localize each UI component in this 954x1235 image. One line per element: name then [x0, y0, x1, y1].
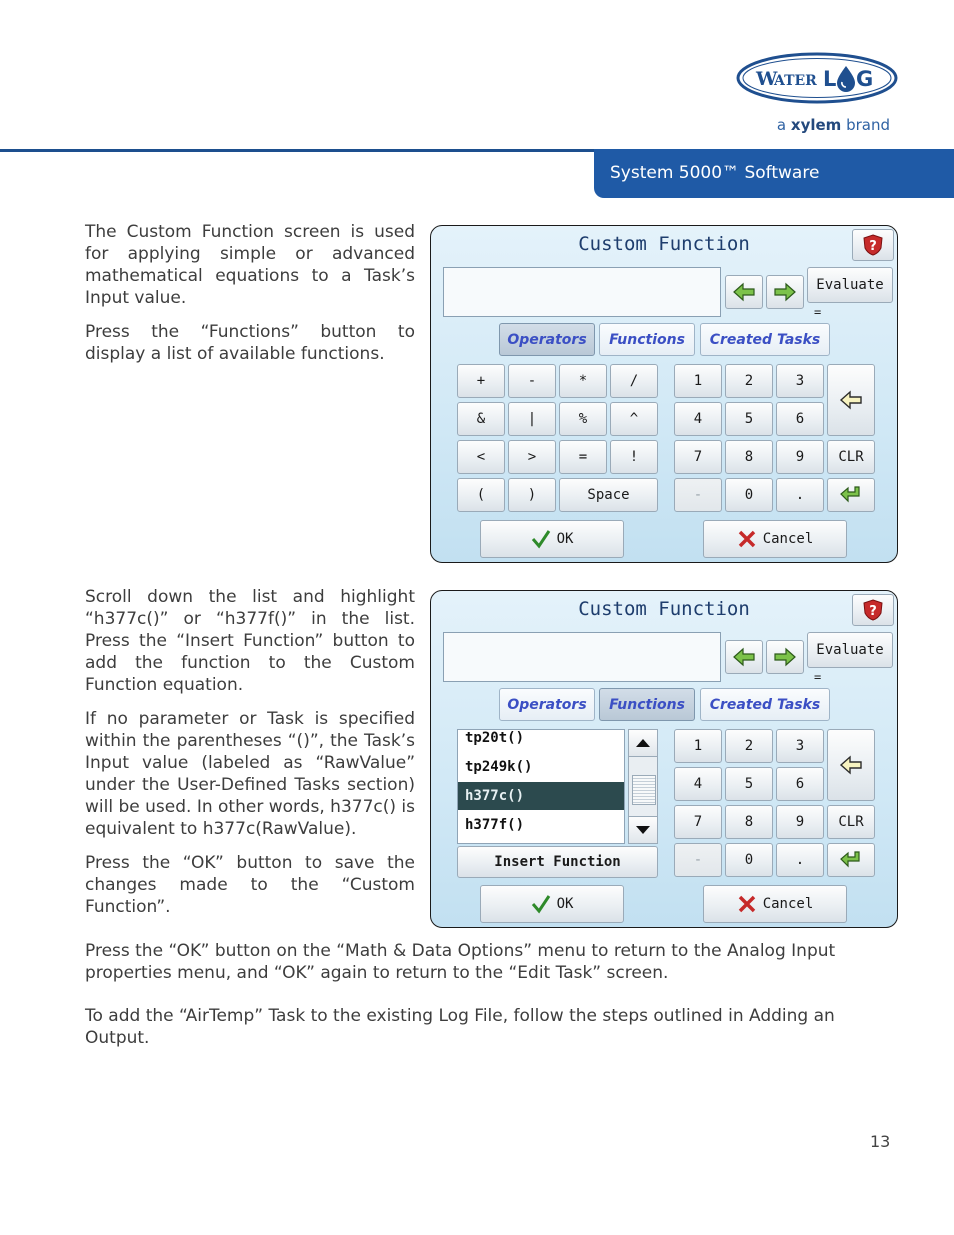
brand-tagline — [760, 116, 890, 134]
scroll-down-button[interactable] — [628, 816, 658, 844]
enter-icon — [839, 850, 863, 870]
scroll-track[interactable] — [628, 757, 658, 816]
key-negative[interactable]: - — [674, 478, 722, 512]
custom-function-screen-operators — [430, 225, 898, 563]
key-decimal[interactable]: . — [776, 843, 824, 877]
scroll-up-button[interactable] — [628, 729, 658, 757]
paragraph: The Custom Function screen is used for applying simple or advanced mathematical equations to a Task’s Input value. — [85, 222, 415, 308]
key-3[interactable]: 3 — [776, 729, 824, 763]
svg-text:L: L — [823, 67, 837, 91]
page-number: 13 — [870, 1132, 891, 1151]
key-greater-than[interactable]: > — [508, 440, 556, 474]
arrow-right-icon — [773, 647, 797, 667]
key-2[interactable]: 2 — [725, 729, 773, 763]
brand-tagline-name: xylem — [790, 116, 842, 134]
brand-tagline-prefix: a — [776, 116, 787, 134]
tab-functions[interactable]: Functions — [599, 323, 695, 356]
list-item[interactable]: tp20t() — [465, 730, 525, 746]
screen-title: Custom Function — [578, 598, 750, 620]
key-modulo[interactable]: % — [559, 402, 607, 436]
ok-label: OK — [556, 531, 574, 547]
tab-operators[interactable]: Operators — [499, 323, 595, 356]
paragraph: Press the “OK” button to save the changes made to the “Custom Function”. — [85, 853, 415, 917]
list-item-selected[interactable]: h377c() — [458, 782, 624, 810]
brand-tagline-suffix: brand — [846, 116, 890, 134]
key-4[interactable]: 4 — [674, 767, 722, 801]
arrow-left-icon — [732, 647, 756, 667]
key-4[interactable]: 4 — [674, 402, 722, 436]
cancel-label: Cancel — [762, 531, 814, 547]
text-block-1 — [85, 221, 415, 377]
key-plus[interactable]: + — [457, 364, 505, 398]
svg-text:ATER: ATER — [774, 73, 817, 89]
text-block-2 — [85, 586, 415, 930]
svg-text:W: W — [756, 68, 778, 90]
key-0[interactable]: 0 — [725, 843, 773, 877]
key-divide[interactable]: / — [610, 364, 658, 398]
tab-functions[interactable]: Functions — [599, 688, 695, 721]
key-multiply[interactable]: * — [559, 364, 607, 398]
cursor-right-button[interactable] — [766, 275, 804, 309]
cancel-button[interactable] — [703, 885, 847, 923]
key-2[interactable]: 2 — [725, 364, 773, 398]
key-and[interactable]: & — [457, 402, 505, 436]
paragraph: Press the “Functions” button to display a list of available functions. — [85, 322, 415, 364]
backspace-icon — [839, 755, 863, 775]
arrow-right-icon — [773, 282, 797, 302]
clear-button[interactable]: CLR — [827, 805, 875, 839]
key-9[interactable]: 9 — [776, 805, 824, 839]
cursor-left-button[interactable] — [725, 640, 763, 674]
scroll-thumb[interactable] — [632, 775, 656, 805]
key-equals[interactable]: = — [559, 440, 607, 474]
key-not[interactable]: ! — [610, 440, 658, 474]
evaluate-result: = — [814, 305, 822, 319]
triangle-down-icon — [635, 825, 651, 835]
help-icon — [861, 598, 885, 622]
tab-operators[interactable]: Operators — [499, 688, 595, 721]
cross-icon — [737, 894, 757, 914]
help-button[interactable] — [852, 229, 894, 261]
ok-button[interactable] — [480, 520, 624, 558]
key-8[interactable]: 8 — [725, 440, 773, 474]
text-block-3 — [85, 940, 900, 1061]
waterlog-logo — [736, 52, 898, 104]
ok-button[interactable] — [480, 885, 624, 923]
key-3[interactable]: 3 — [776, 364, 824, 398]
key-less-than[interactable]: < — [457, 440, 505, 474]
key-1[interactable]: 1 — [674, 364, 722, 398]
paragraph: Press the “OK” button on the “Math & Data Options” menu to return to the Analog Input properties menu, and “OK” again to return to the “Edit Task” screen. — [85, 941, 836, 983]
key-or[interactable]: | — [508, 402, 556, 436]
evaluate-button[interactable]: Evaluate — [807, 267, 893, 303]
enter-icon — [839, 485, 863, 505]
evaluate-button[interactable]: Evaluate — [807, 632, 893, 668]
tab-created-tasks[interactable]: Created Tasks — [700, 323, 830, 356]
insert-function-button[interactable]: Insert Function — [457, 846, 658, 878]
paragraph: If no parameter or Task is specified within the parentheses “()”, the Task’s Input value (labeled as “RawValue” under the User-Defined Tasks section) will be used. In other words, h377c() is equivalent to h377c(RawValue). — [85, 709, 415, 839]
key-space[interactable]: Space — [559, 478, 658, 512]
key-7[interactable]: 7 — [674, 805, 722, 839]
key-7[interactable]: 7 — [674, 440, 722, 474]
clear-button[interactable]: CLR — [827, 440, 875, 474]
key-8[interactable]: 8 — [725, 805, 773, 839]
enter-button[interactable] — [827, 478, 875, 512]
cross-icon — [737, 529, 757, 549]
list-item[interactable]: h377f() — [465, 817, 525, 833]
tab-created-tasks[interactable]: Created Tasks — [700, 688, 830, 721]
svg-text:?: ? — [869, 604, 877, 619]
custom-function-screen-functions — [430, 590, 898, 928]
key-5[interactable]: 5 — [725, 402, 773, 436]
key-negative[interactable]: - — [674, 843, 722, 877]
ok-label: OK — [556, 896, 574, 912]
key-close-paren[interactable]: ) — [508, 478, 556, 512]
help-icon — [861, 233, 885, 257]
equation-input[interactable] — [443, 267, 721, 317]
paragraph: Scroll down the list and highlight “h377c()” or “h377f()” in the list. Press the “Insert Function” button to add the function to the Custom Function equation. — [85, 587, 415, 695]
backspace-icon — [839, 390, 863, 410]
key-6[interactable]: 6 — [776, 402, 824, 436]
key-0[interactable]: 0 — [725, 478, 773, 512]
checkmark-icon — [531, 529, 551, 549]
key-decimal[interactable]: . — [776, 478, 824, 512]
functions-list[interactable] — [457, 729, 625, 844]
section-tab-label: System 5000™ Software — [610, 163, 820, 183]
paragraph: To add the “AirTemp” Task to the existing Log File, follow the steps outlined in Adding an Output. — [85, 1006, 835, 1048]
key-open-paren[interactable]: ( — [457, 478, 505, 512]
cancel-label: Cancel — [762, 896, 814, 912]
key-6[interactable]: 6 — [776, 767, 824, 801]
svg-text:?: ? — [869, 239, 877, 254]
list-scrollbar[interactable] — [628, 729, 658, 844]
cancel-button[interactable] — [703, 520, 847, 558]
arrow-left-icon — [732, 282, 756, 302]
triangle-up-icon — [635, 738, 651, 748]
cursor-right-button[interactable] — [766, 640, 804, 674]
key-power[interactable]: ^ — [610, 402, 658, 436]
svg-text:G: G — [856, 67, 874, 91]
equation-input[interactable] — [443, 632, 721, 682]
backspace-button[interactable] — [827, 729, 875, 801]
section-tab — [594, 149, 954, 198]
backspace-button[interactable] — [827, 364, 875, 436]
cursor-left-button[interactable] — [725, 275, 763, 309]
screen-title: Custom Function — [578, 233, 750, 255]
key-9[interactable]: 9 — [776, 440, 824, 474]
enter-button[interactable] — [827, 843, 875, 877]
key-5[interactable]: 5 — [725, 767, 773, 801]
list-item[interactable]: tp249k() — [465, 759, 533, 775]
evaluate-result: = — [814, 670, 822, 684]
help-button[interactable] — [852, 594, 894, 626]
key-minus[interactable]: - — [508, 364, 556, 398]
checkmark-icon — [531, 894, 551, 914]
key-1[interactable]: 1 — [674, 729, 722, 763]
